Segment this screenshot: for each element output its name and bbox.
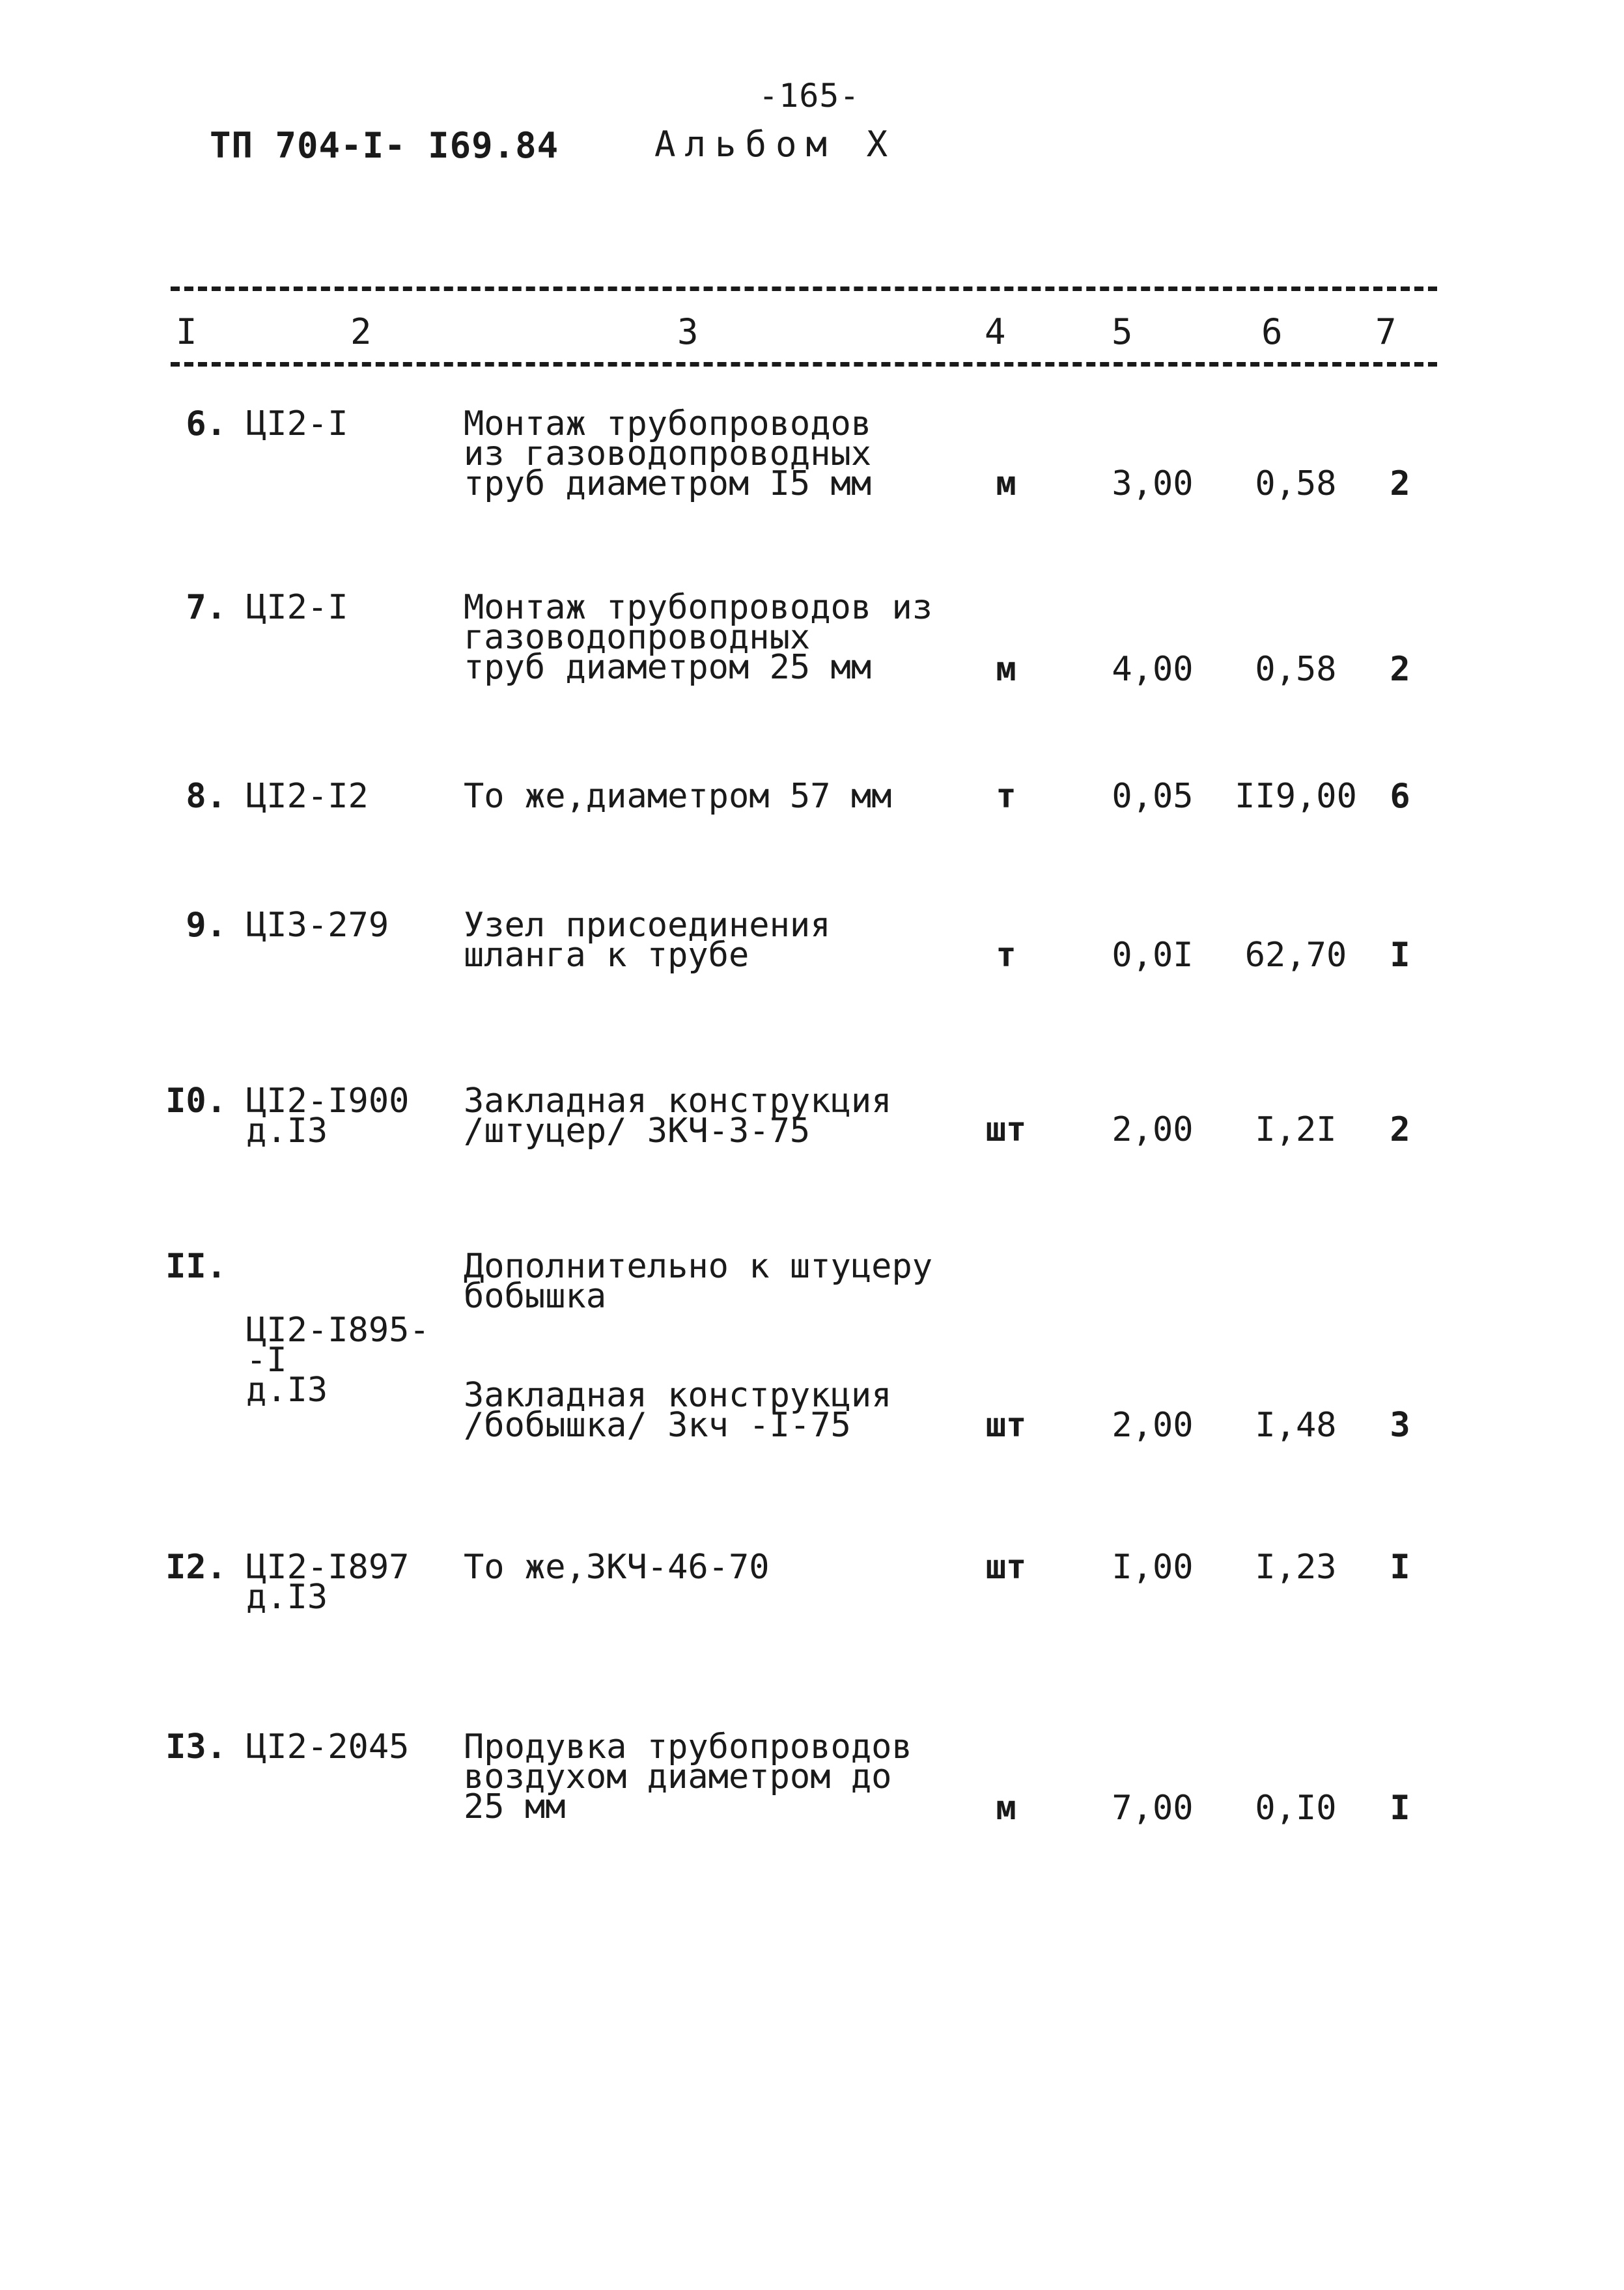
column-header-4: 4: [985, 311, 1006, 352]
album-label: Альбом X: [654, 124, 897, 165]
row-price: I,48: [1255, 1406, 1337, 1445]
row-code: ЦI2-I897 д.I3: [246, 1548, 410, 1617]
row-unit: т: [996, 936, 1016, 975]
row-code: ЦI2-2045: [246, 1727, 410, 1766]
row-description: Узел присоединения шланга к трубе: [464, 906, 831, 975]
row-unit: шт: [985, 1110, 1027, 1149]
table-top-rule: [171, 286, 1437, 291]
row-unit: м: [996, 650, 1016, 689]
row-number: 6.: [186, 404, 227, 443]
row-unit: м: [996, 1789, 1016, 1828]
row-quantity: 2,00: [1112, 1406, 1194, 1445]
row-column-7: I: [1390, 1548, 1410, 1587]
row-description: Продувка трубопроводов воздухом диаметром до 25 мм: [464, 1727, 912, 1826]
row-description: Закладная конструкция /бобышка/ Зкч -I-75: [464, 1376, 892, 1445]
column-header-1: I: [176, 311, 197, 352]
row-price: 62,70: [1244, 936, 1347, 975]
row-code: ЦI2-I2: [246, 777, 369, 816]
row-description: То же,диаметром 57 мм: [464, 777, 892, 816]
row-column-7: I: [1390, 1789, 1410, 1828]
row-quantity: 0,0I: [1112, 936, 1194, 975]
row-number: I0.: [165, 1082, 227, 1121]
row-price: 0,58: [1255, 650, 1337, 689]
document-code: ТП 704-I- I69.84: [210, 125, 559, 166]
row-unit: шт: [985, 1548, 1027, 1587]
row-code: ЦI3-279: [246, 906, 389, 945]
row-number: I2.: [165, 1548, 227, 1587]
row-quantity: I,00: [1112, 1548, 1194, 1587]
row-number: II.: [165, 1247, 227, 1286]
row-price: I,23: [1255, 1548, 1337, 1587]
row-code: ЦI2-I900 д.I3: [246, 1082, 410, 1151]
row-description: То же,ЗКЧ-46-70: [464, 1548, 770, 1587]
row-description: Монтаж трубопроводов из газоводопроводных труб диаметром I5 мм: [464, 404, 872, 503]
row-price: 0,58: [1255, 464, 1337, 503]
row-code: ЦI2-I895- -I д.I3: [246, 1311, 430, 1410]
row-quantity: 2,00: [1112, 1110, 1194, 1149]
row-unit: м: [996, 464, 1016, 503]
row-number: 7.: [186, 588, 227, 627]
page-number: -165-: [759, 77, 860, 115]
row-price: II9,00: [1235, 777, 1357, 816]
row-quantity: 7,00: [1112, 1789, 1194, 1828]
row-number: 8.: [186, 777, 227, 816]
column-header-5: 5: [1112, 311, 1133, 352]
row-code: ЦI2-I: [246, 404, 348, 443]
row-quantity: 0,05: [1112, 777, 1194, 816]
row-column-7: 6: [1390, 777, 1410, 816]
row-code: ЦI2-I: [246, 588, 348, 627]
row-quantity: 4,00: [1112, 650, 1194, 689]
row-description: Закладная конструкция /штуцер/ ЗКЧ-3-75: [464, 1082, 892, 1151]
row-unit: шт: [985, 1406, 1027, 1445]
column-header-2: 2: [350, 311, 372, 352]
row-column-7: I: [1390, 936, 1410, 975]
row-number: 9.: [186, 906, 227, 945]
row-price: I,2I: [1255, 1110, 1337, 1149]
row-description: Дополнительно к штуцеру бобышка: [464, 1247, 933, 1316]
column-header-6: 6: [1261, 311, 1283, 352]
row-unit: т: [996, 777, 1016, 816]
row-column-7: 2: [1390, 1110, 1410, 1149]
row-column-7: 3: [1390, 1406, 1410, 1445]
row-price: 0,I0: [1255, 1789, 1337, 1828]
column-header-3: 3: [677, 311, 699, 352]
table-header-rule: [171, 362, 1437, 367]
row-description: Монтаж трубопроводов из газоводопроводных труб диаметром 25 мм: [464, 588, 933, 687]
column-header-7: 7: [1375, 311, 1397, 352]
row-number: I3.: [165, 1727, 227, 1766]
row-column-7: 2: [1390, 650, 1410, 689]
row-quantity: 3,00: [1112, 464, 1194, 503]
row-column-7: 2: [1390, 464, 1410, 503]
